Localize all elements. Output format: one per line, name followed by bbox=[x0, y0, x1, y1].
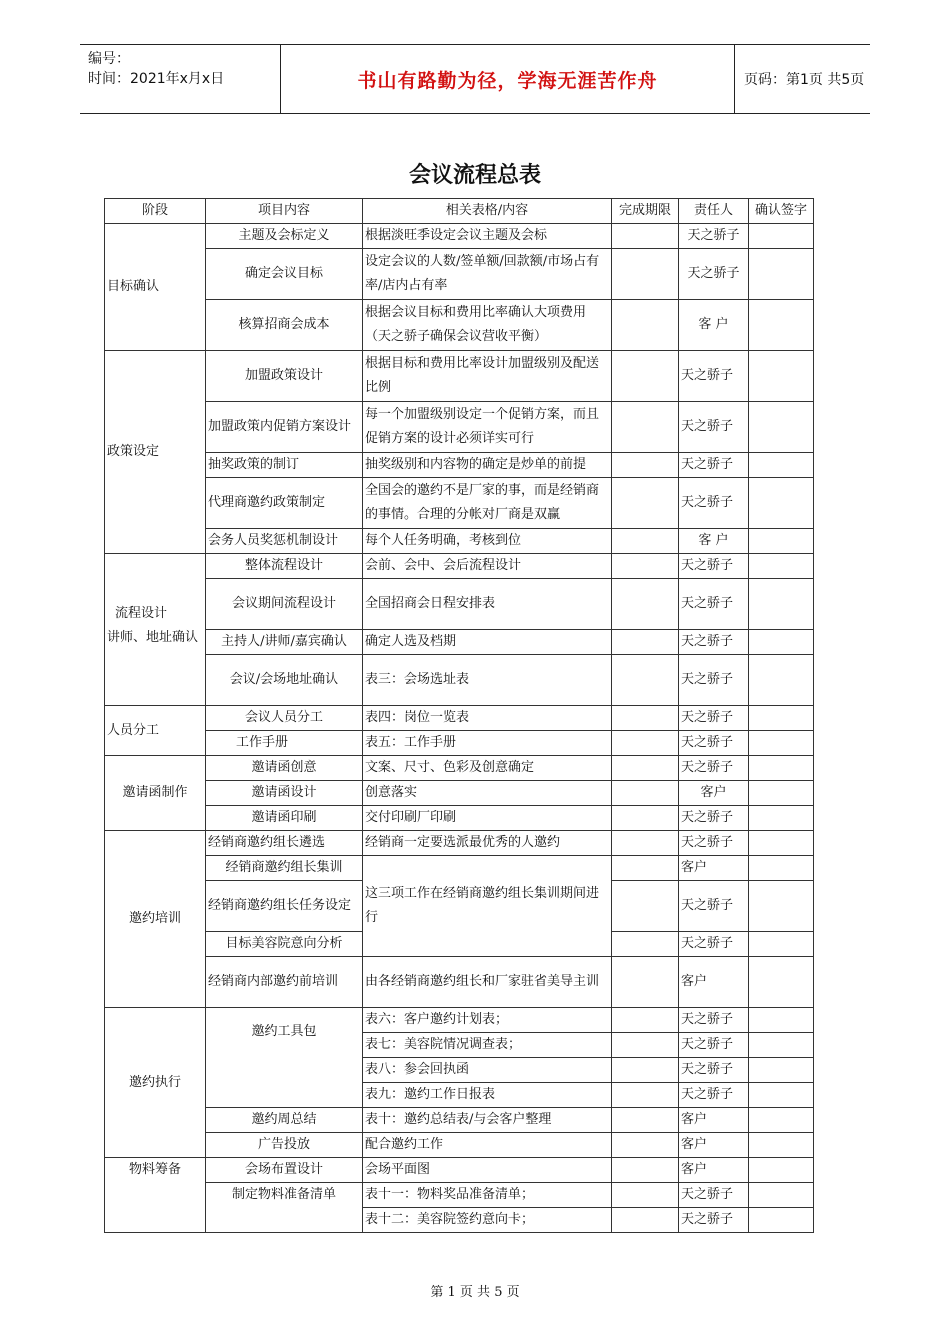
sign-cell bbox=[749, 249, 814, 300]
form-cell: 根据会议目标和费用比率确认大项费用（天之骄子确保会议营收平衡） bbox=[363, 300, 612, 351]
deadline-cell bbox=[612, 781, 679, 806]
header-meta bbox=[80, 45, 281, 113]
sign-cell bbox=[749, 655, 814, 706]
deadline-cell bbox=[612, 453, 679, 478]
item-cell: 经销商内部邀约前培训 bbox=[206, 957, 363, 1008]
form-cell: 全国招商会日程安排表 bbox=[363, 579, 612, 630]
owner-cell: 天之骄子 bbox=[679, 1058, 749, 1083]
table-row bbox=[105, 756, 814, 781]
sign-cell bbox=[749, 831, 814, 856]
form-cell: 表五：工作手册 bbox=[363, 731, 612, 756]
table-row bbox=[105, 453, 814, 478]
table-header-row bbox=[105, 199, 814, 224]
deadline-cell bbox=[612, 630, 679, 655]
header-owner: 责任人 bbox=[679, 199, 749, 224]
table-row bbox=[105, 1133, 814, 1158]
sign-cell bbox=[749, 630, 814, 655]
item-cell: 经销商邀约组长遴选 bbox=[206, 831, 363, 856]
sign-cell bbox=[749, 881, 814, 932]
sign-cell bbox=[749, 1033, 814, 1058]
item-cell: 加盟政策内促销方案设计 bbox=[206, 402, 363, 453]
deadline-cell bbox=[612, 1133, 679, 1158]
owner-cell: 天之骄子 bbox=[679, 655, 749, 706]
item-cell: 制定物料准备清单 bbox=[206, 1183, 363, 1233]
stage-label-process: 流程设计 bbox=[115, 606, 168, 621]
form-cell: 根据淡旺季设定会议主题及会标 bbox=[363, 224, 612, 249]
item-cell: 邀请函设计 bbox=[206, 781, 363, 806]
table-row bbox=[105, 630, 814, 655]
form-cell: 这三项工作在经销商邀约组长集训期间进行 bbox=[363, 856, 612, 957]
sign-cell bbox=[749, 1008, 814, 1033]
sign-cell bbox=[749, 1083, 814, 1108]
form-cell: 会前、会中、会后流程设计 bbox=[363, 554, 612, 579]
deadline-cell bbox=[612, 1058, 679, 1083]
header-stage: 阶段 bbox=[105, 199, 206, 224]
meeting-process-table bbox=[104, 198, 814, 1233]
sign-cell bbox=[749, 300, 814, 351]
owner-cell: 天之骄子 bbox=[679, 932, 749, 957]
table-row bbox=[105, 1008, 814, 1033]
sign-cell bbox=[749, 731, 814, 756]
header-motto: 书山有路勤为径，学海无涯苦作舟 bbox=[281, 45, 735, 113]
deadline-cell bbox=[612, 1158, 679, 1183]
item-cell: 核算招商会成本 bbox=[206, 300, 363, 351]
deadline-cell bbox=[612, 478, 679, 529]
item-cell: 确定会议目标 bbox=[206, 249, 363, 300]
stage-cell: 人员分工 bbox=[105, 706, 206, 756]
item-cell: 会务人员奖惩机制设计 bbox=[206, 529, 363, 554]
table-row bbox=[105, 1158, 814, 1183]
form-cell: 经销商一定要选派最优秀的人邀约 bbox=[363, 831, 612, 856]
item-cell: 邀请函创意 bbox=[206, 756, 363, 781]
table-row bbox=[105, 781, 814, 806]
owner-cell: 客户 bbox=[679, 1108, 749, 1133]
sign-cell bbox=[749, 224, 814, 249]
item-cell: 会议期间流程设计 bbox=[206, 579, 363, 630]
stage-cell: 政策设定 bbox=[105, 351, 206, 554]
owner-cell: 客户 bbox=[679, 856, 749, 881]
owner-cell: 天之骄子 bbox=[679, 224, 749, 249]
table-row bbox=[105, 351, 814, 402]
item-cell: 经销商邀约组长集训 bbox=[206, 856, 363, 881]
owner-cell: 天之骄子 bbox=[679, 706, 749, 731]
form-cell: 由各经销商邀约组长和厂家驻省美导主训 bbox=[363, 957, 612, 1008]
owner-cell: 天之骄子 bbox=[679, 756, 749, 781]
deadline-cell bbox=[612, 554, 679, 579]
item-cell: 主题及会标定义 bbox=[206, 224, 363, 249]
deadline-cell bbox=[612, 957, 679, 1008]
owner-cell: 客 户 bbox=[679, 529, 749, 554]
owner-cell: 天之骄子 bbox=[679, 402, 749, 453]
form-cell: 文案、尺寸、色彩及创意确定 bbox=[363, 756, 612, 781]
sign-cell bbox=[749, 351, 814, 402]
form-cell: 确定人选及档期 bbox=[363, 630, 612, 655]
form-cell: 全国会的邀约不是厂家的事，而是经销商的事情。合理的分帐对厂商是双赢 bbox=[363, 478, 612, 529]
owner-cell: 客户 bbox=[679, 1133, 749, 1158]
deadline-cell bbox=[612, 831, 679, 856]
form-cell: 表八：参会回执函 bbox=[363, 1058, 612, 1083]
table-row bbox=[105, 831, 814, 856]
sign-cell bbox=[749, 1133, 814, 1158]
sign-cell bbox=[749, 1183, 814, 1208]
sign-cell bbox=[749, 453, 814, 478]
deadline-cell bbox=[612, 1183, 679, 1208]
deadline-cell bbox=[612, 1108, 679, 1133]
owner-cell: 天之骄子 bbox=[679, 1208, 749, 1233]
sign-cell bbox=[749, 1208, 814, 1233]
stage-cell bbox=[105, 554, 206, 706]
page-title: 会议流程总表 bbox=[408, 163, 541, 188]
item-cell: 工作手册 bbox=[206, 731, 363, 756]
owner-cell: 客户 bbox=[679, 957, 749, 1008]
deadline-cell bbox=[612, 706, 679, 731]
owner-cell: 天之骄子 bbox=[679, 453, 749, 478]
owner-cell: 客户 bbox=[679, 1158, 749, 1183]
page-footer: 第 1 页 共 5 页 bbox=[430, 1285, 520, 1300]
owner-cell: 天之骄子 bbox=[679, 1008, 749, 1033]
owner-cell: 天之骄子 bbox=[679, 249, 749, 300]
form-cell: 表四：岗位一览表 bbox=[363, 706, 612, 731]
owner-cell: 天之骄子 bbox=[679, 630, 749, 655]
deadline-cell bbox=[612, 529, 679, 554]
table-row bbox=[105, 249, 814, 300]
sign-cell bbox=[749, 529, 814, 554]
owner-cell: 天之骄子 bbox=[679, 579, 749, 630]
table-row bbox=[105, 1183, 814, 1208]
table-row bbox=[105, 579, 814, 630]
deadline-cell bbox=[612, 1208, 679, 1233]
item-cell: 代理商邀约政策制定 bbox=[206, 478, 363, 529]
item-cell: 会议人员分工 bbox=[206, 706, 363, 731]
item-cell: 目标美容院意向分析 bbox=[206, 932, 363, 957]
form-cell: 每个人任务明确，考核到位 bbox=[363, 529, 612, 554]
sign-cell bbox=[749, 402, 814, 453]
sign-cell bbox=[749, 1108, 814, 1133]
deadline-cell bbox=[612, 731, 679, 756]
deadline-cell bbox=[612, 1033, 679, 1058]
sign-cell bbox=[749, 1158, 814, 1183]
header-item: 项目内容 bbox=[206, 199, 363, 224]
deadline-cell bbox=[612, 856, 679, 881]
stage-cell: 目标确认 bbox=[105, 224, 206, 351]
owner-cell: 天之骄子 bbox=[679, 478, 749, 529]
doc-number-label: 编号： bbox=[88, 51, 130, 67]
table-row bbox=[105, 1108, 814, 1133]
header-deadline: 完成期限 bbox=[612, 199, 679, 224]
table-row bbox=[105, 655, 814, 706]
item-cell: 主持人/讲师/嘉宾确认 bbox=[206, 630, 363, 655]
stage-cell: 邀约执行 bbox=[105, 1008, 206, 1158]
form-cell: 表十：邀约总结表/与会客户整理 bbox=[363, 1108, 612, 1133]
deadline-cell bbox=[612, 1008, 679, 1033]
deadline-cell bbox=[612, 224, 679, 249]
table-row bbox=[105, 529, 814, 554]
form-cell: 设定会议的人数/签单额/回款额/市场占有率/店内占有率 bbox=[363, 249, 612, 300]
form-cell: 每一个加盟级别设定一个促销方案，而且促销方案的设计必须详实可行 bbox=[363, 402, 612, 453]
stage-cell: 邀请函制作 bbox=[105, 756, 206, 831]
deadline-cell bbox=[612, 249, 679, 300]
deadline-cell bbox=[612, 300, 679, 351]
owner-cell: 天之骄子 bbox=[679, 351, 749, 402]
item-cell: 抽奖政策的制订 bbox=[206, 453, 363, 478]
owner-cell: 天之骄子 bbox=[679, 1033, 749, 1058]
form-cell: 交付印刷厂印刷 bbox=[363, 806, 612, 831]
deadline-cell bbox=[612, 756, 679, 781]
item-cell: 邀约周总结 bbox=[206, 1108, 363, 1133]
page-header bbox=[80, 44, 870, 114]
doc-date: 时间：2021年x月x日 bbox=[88, 71, 225, 87]
owner-cell: 天之骄子 bbox=[679, 731, 749, 756]
owner-cell: 客 户 bbox=[679, 300, 749, 351]
sign-cell bbox=[749, 478, 814, 529]
owner-cell: 天之骄子 bbox=[679, 881, 749, 932]
form-cell: 创意落实 bbox=[363, 781, 612, 806]
form-cell: 表六：客户邀约计划表； bbox=[363, 1008, 612, 1033]
stage-cell: 邀约培训 bbox=[105, 831, 206, 1008]
owner-cell: 天之骄子 bbox=[679, 806, 749, 831]
owner-cell: 天之骄子 bbox=[679, 1183, 749, 1208]
form-cell: 配合邀约工作 bbox=[363, 1133, 612, 1158]
sign-cell bbox=[749, 579, 814, 630]
header-form: 相关表格/内容 bbox=[363, 199, 612, 224]
item-cell: 整体流程设计 bbox=[206, 554, 363, 579]
item-cell: 会议/会场地址确认 bbox=[206, 655, 363, 706]
table-row bbox=[105, 731, 814, 756]
item-cell: 加盟政策设计 bbox=[206, 351, 363, 402]
sign-cell bbox=[749, 1058, 814, 1083]
table-row bbox=[105, 806, 814, 831]
sign-cell bbox=[749, 856, 814, 881]
sign-cell bbox=[749, 706, 814, 731]
table-row bbox=[105, 554, 814, 579]
deadline-cell bbox=[612, 579, 679, 630]
sign-cell bbox=[749, 554, 814, 579]
form-cell: 表七：美容院情况调查表； bbox=[363, 1033, 612, 1058]
table-row bbox=[105, 478, 814, 529]
form-cell: 抽奖级别和内容物的确定是炒单的前提 bbox=[363, 453, 612, 478]
deadline-cell bbox=[612, 932, 679, 957]
owner-cell: 天之骄子 bbox=[679, 1083, 749, 1108]
form-cell: 表十二：美容院签约意向卡； bbox=[363, 1208, 612, 1233]
stage-label-speaker: 讲师、地址确认 bbox=[107, 630, 199, 645]
table-row bbox=[105, 957, 814, 1008]
table-row bbox=[105, 706, 814, 731]
table-row bbox=[105, 856, 814, 881]
table-row bbox=[105, 224, 814, 249]
item-cell: 广告投放 bbox=[206, 1133, 363, 1158]
item-cell: 邀约工具包 bbox=[206, 1008, 363, 1108]
owner-cell: 天之骄子 bbox=[679, 831, 749, 856]
deadline-cell bbox=[612, 1083, 679, 1108]
owner-cell: 客户 bbox=[679, 781, 749, 806]
form-cell: 表三：会场选址表 bbox=[363, 655, 612, 706]
item-cell: 邀请函印刷 bbox=[206, 806, 363, 831]
form-cell: 表九：邀约工作日报表 bbox=[363, 1083, 612, 1108]
deadline-cell bbox=[612, 655, 679, 706]
deadline-cell bbox=[612, 806, 679, 831]
sign-cell bbox=[749, 756, 814, 781]
header-page-info: 页码：第1页 共5页 bbox=[744, 72, 865, 88]
owner-cell: 天之骄子 bbox=[679, 554, 749, 579]
form-cell: 根据目标和费用比率设计加盟级别及配送比例 bbox=[363, 351, 612, 402]
deadline-cell bbox=[612, 351, 679, 402]
form-cell: 会场平面图 bbox=[363, 1158, 612, 1183]
sign-cell bbox=[749, 781, 814, 806]
sign-cell bbox=[749, 957, 814, 1008]
table-row bbox=[105, 300, 814, 351]
table-row bbox=[105, 402, 814, 453]
deadline-cell bbox=[612, 881, 679, 932]
stage-cell: 物料筹备 bbox=[105, 1158, 206, 1233]
form-cell: 表十一：物料奖品准备清单； bbox=[363, 1183, 612, 1208]
header-sign: 确认签字 bbox=[749, 199, 814, 224]
item-cell: 经销商邀约组长任务设定 bbox=[206, 881, 363, 932]
sign-cell bbox=[749, 806, 814, 831]
item-cell: 会场布置设计 bbox=[206, 1158, 363, 1183]
deadline-cell bbox=[612, 402, 679, 453]
sign-cell bbox=[749, 932, 814, 957]
